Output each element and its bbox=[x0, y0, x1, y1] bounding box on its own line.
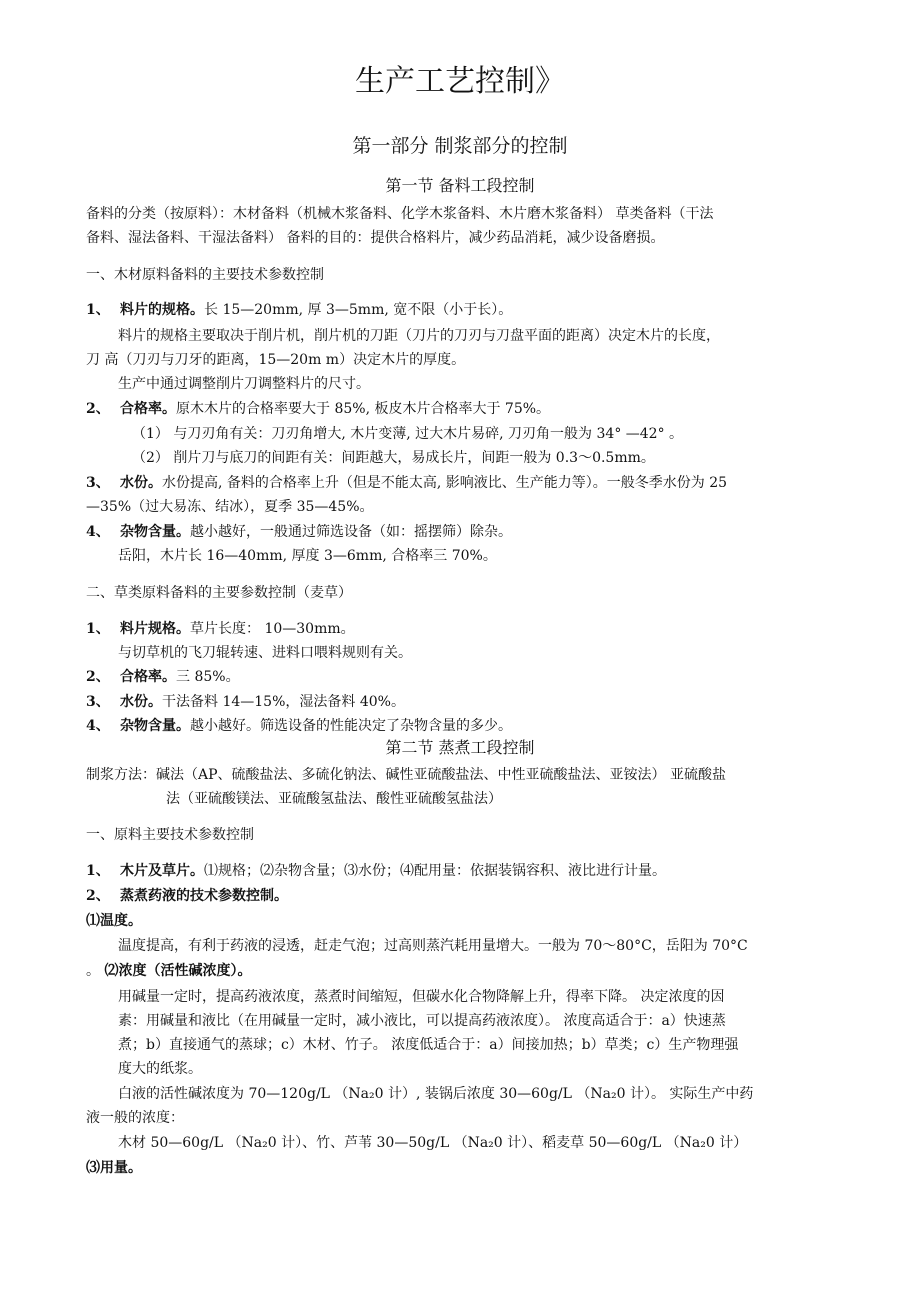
item-number: 2、 bbox=[86, 888, 110, 904]
item-label: 水份。 bbox=[120, 475, 162, 491]
item-number: 3、 bbox=[86, 694, 110, 710]
subheading: 一、原料主要技术参数控制 bbox=[86, 827, 254, 843]
paragraph-line: 制浆方法：碱法（AP、硫酸盐法、多硫化钠法、碱性亚硫酸盐法、中性亚硫酸盐法、亚铵法） 亚硫酸盐 bbox=[86, 767, 726, 783]
paragraph-line: 法（亚硫酸镁法、亚硫酸氢盐法、酸性亚硫酸氢盐法） bbox=[166, 791, 502, 807]
list-item bbox=[120, 399, 550, 419]
list-item bbox=[120, 619, 355, 639]
part-title: 第一部分 制浆部分的控制 bbox=[352, 135, 568, 157]
item-number: 4、 bbox=[86, 718, 110, 734]
item-number: 4、 bbox=[86, 524, 110, 540]
item-text: ⑴规格；⑵杂物含量；⑶水份；⑷配用量：依据装锅容积、液比进行计量。 bbox=[204, 863, 666, 879]
list-item bbox=[120, 300, 512, 320]
item-text: 干法备料 14—15%，湿法备料 40%。 bbox=[162, 694, 405, 710]
item-label: 杂物含量。 bbox=[120, 718, 190, 734]
line-text: 。 bbox=[86, 963, 105, 979]
section-title: 第二节 蒸煮工段控制 bbox=[385, 738, 535, 757]
param-label: ⑵浓度（活性碱浓度）。 bbox=[104, 963, 252, 979]
item-number: 2、 bbox=[86, 401, 110, 417]
list-item bbox=[120, 861, 666, 881]
item-text: 水份提高, 备料的合格率上升（但是不能太高, 影响液比、生产能力等）。一般冬季水份为 25 bbox=[162, 475, 728, 491]
list-item bbox=[120, 886, 288, 906]
item-label: 木片及草片。 bbox=[120, 863, 204, 879]
paragraph-line: 生产中通过调整削片刀调整料片的尺寸。 bbox=[118, 376, 370, 392]
param-heading bbox=[86, 1158, 142, 1178]
item-text: 越小越好，一般通过筛选设备（如：摇摆筛）除杂。 bbox=[190, 524, 512, 540]
param-label: ⑶用量。 bbox=[86, 1160, 142, 1176]
paragraph-line: —35%（过大易冻、结冰），夏季 35—45%。 bbox=[86, 499, 374, 515]
sub-item: （2） 削片刀与底刀的间距有关：间距越大，易成长片，间距一般为 0.3〜0.5mm。 bbox=[132, 450, 655, 466]
item-text: 长 15—20mm, 厚 3—5mm, 宽不限（小于长）。 bbox=[204, 302, 513, 318]
list-item bbox=[120, 716, 512, 736]
list-item bbox=[120, 667, 240, 687]
item-label: 水份。 bbox=[120, 694, 162, 710]
paragraph-line: 用碱量一定时，提高药液浓度，蒸煮时间缩短，但碳水化合物降解上升，得率下降。 决定浓度的因 bbox=[118, 989, 725, 1005]
item-text: 草片长度： 10—30mm。 bbox=[190, 621, 355, 637]
sub-item: （1） 与刀刃角有关：刀刃角增大, 木片变薄, 过大木片易碎, 刀刃角一般为 34° —42° 。 bbox=[132, 426, 684, 442]
item-text: 三 85%。 bbox=[176, 669, 240, 685]
item-label: 料片的规格。 bbox=[120, 302, 204, 318]
subheading: 二、草类原料备料的主要参数控制（麦草） bbox=[86, 585, 352, 601]
paragraph-line: 煮；b）直接通气的蒸球；c）木材、竹子。 浓度低适合于：a）间接加热；b）草类；c）生产物理强 bbox=[118, 1037, 739, 1053]
item-text: 越小越好。筛选设备的性能决定了杂物含量的多少。 bbox=[190, 718, 512, 734]
paragraph-line: 刀 高（刀刃与刀牙的距离，15—20m m）决定木片的厚度。 bbox=[86, 352, 466, 368]
section-title: 第一节 备料工段控制 bbox=[385, 176, 535, 195]
paragraph-line: 岳阳，木片长 16—40mm, 厚度 3—6mm, 合格率三 70%。 bbox=[118, 548, 497, 564]
paragraph-line: 度大的纸浆。 bbox=[118, 1061, 202, 1077]
list-item bbox=[120, 692, 405, 712]
list-item bbox=[120, 473, 727, 493]
paragraph-line bbox=[86, 961, 251, 981]
item-label: 合格率。 bbox=[120, 669, 176, 685]
paragraph-line: 白液的活性碱浓度为 70—120g/L （Na₂0 计）, 装锅后浓度 30—60g/L （Na₂0 计）。 实际生产中药 bbox=[118, 1086, 754, 1102]
item-number: 2、 bbox=[86, 669, 110, 685]
item-label: 料片规格。 bbox=[120, 621, 190, 637]
paragraph-line: 备料的分类（按原料）：木材备料（机械木浆备料、化学木浆备料、木片磨木浆备料） 草类备料（干法 bbox=[86, 206, 714, 222]
document-title: 生产工艺控制》 bbox=[355, 64, 565, 99]
item-text: 原木木片的合格率要大于 85%, 板皮木片合格率大于 75%。 bbox=[176, 401, 551, 417]
item-number: 3、 bbox=[86, 475, 110, 491]
paragraph-line: 温度提高，有利于药液的浸透，赶走气泡；过高则蒸汽耗用量增大。一般为 70〜80°C，岳阳为 70°C bbox=[118, 938, 748, 954]
paragraph-line: 与切草机的飞刀辊转速、进料口喂料规则有关。 bbox=[118, 645, 412, 661]
item-number: 1、 bbox=[86, 621, 110, 637]
param-heading bbox=[86, 911, 142, 931]
item-label: 蒸煮药液的技术参数控制。 bbox=[120, 888, 288, 904]
paragraph-line: 素：用碱量和液比（在用碱量一定时，减小液比，可以提高药液浓度）。 浓度高适合于：a）快速蒸 bbox=[118, 1013, 726, 1029]
paragraph-line: 木材 50—60g/L （Na₂0 计）、竹、芦苇 30—50g/L （Na₂0 计）、稻麦草 50—60g/L （Na₂0 计） bbox=[118, 1135, 748, 1151]
paragraph-line: 料片的规格主要取决于削片机，削片机的刀距（刀片的刀刃与刀盘平面的距离）决定木片的长度， bbox=[118, 328, 720, 344]
item-number: 1、 bbox=[86, 302, 110, 318]
paragraph-line: 备料、湿法备料、干湿法备料） 备料的目的：提供合格料片，减少药品消耗，减少设备磨损。 bbox=[86, 230, 665, 246]
param-label: ⑴温度。 bbox=[86, 913, 142, 929]
paragraph-line: 液一般的浓度： bbox=[86, 1110, 184, 1126]
list-item bbox=[120, 522, 512, 542]
subheading: 一、木材原料备料的主要技术参数控制 bbox=[86, 267, 324, 283]
item-label: 合格率。 bbox=[120, 401, 176, 417]
item-number: 1、 bbox=[86, 863, 110, 879]
item-label: 杂物含量。 bbox=[120, 524, 190, 540]
